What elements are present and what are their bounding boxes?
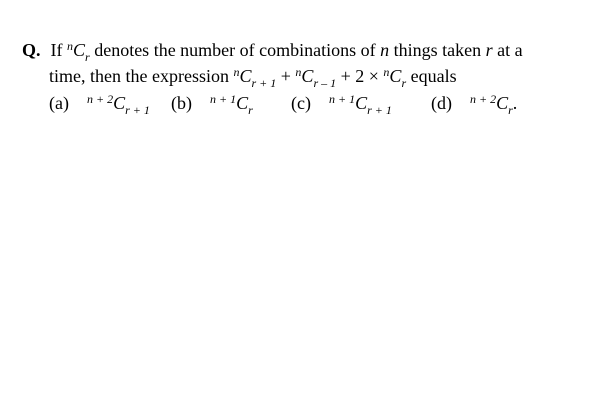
option-symbol: C (236, 93, 249, 113)
question-text-segment: time, then the expression (49, 66, 234, 86)
option-label: (d) (431, 93, 452, 113)
option-superscript: n + 1 (328, 92, 356, 106)
question-line-1 (22, 37, 582, 63)
question-text-segment: If (50, 40, 68, 60)
term-2-superscript: n (295, 65, 302, 79)
term-3-superscript: n (383, 65, 390, 79)
answer-options (49, 90, 517, 116)
question-line-2 (22, 63, 582, 89)
variable-r: r (485, 40, 493, 60)
option-b[interactable] (171, 90, 291, 116)
question-text-segment: denotes the number of combinations of (89, 40, 381, 60)
option-subscript: r + 1 (125, 103, 150, 117)
term-1-subscript: r + 1 (251, 76, 277, 90)
term-2-subscript: r – 1 (313, 76, 337, 90)
question-text-segment: equals (406, 66, 457, 86)
option-suffix: . (512, 93, 518, 113)
variable-n: n (380, 40, 390, 60)
question-text-segment: at a (492, 40, 523, 60)
question-label: Q. (22, 40, 41, 60)
question-block (22, 37, 582, 89)
option-label: (b) (171, 93, 192, 113)
option-symbol: C (113, 93, 126, 113)
term-1-symbol: C (239, 66, 252, 86)
option-symbol: C (496, 93, 509, 113)
term-1-superscript: n (233, 65, 240, 79)
option-subscript: r (248, 103, 253, 117)
question-text-segment: things taken (389, 40, 486, 60)
option-label: (c) (291, 93, 311, 113)
option-subscript: r (508, 103, 513, 117)
term-2-symbol: C (301, 66, 314, 86)
plus-operator: + (276, 66, 296, 86)
option-symbol: C (355, 93, 368, 113)
term-3-symbol: C (389, 66, 402, 86)
plus-times-operator: + 2 × (336, 66, 384, 86)
option-superscript: n + 1 (210, 92, 237, 106)
superscript-n: n (67, 39, 74, 53)
option-superscript: n + 2 (470, 92, 497, 106)
option-c[interactable] (291, 90, 431, 116)
combination-symbol: C (73, 40, 86, 60)
option-subscript: r + 1 (367, 103, 392, 117)
option-label: (a) (49, 93, 69, 113)
option-d[interactable] (431, 90, 517, 116)
subscript-r: r (85, 50, 90, 64)
term-3-subscript: r (401, 76, 407, 90)
option-superscript: n + 2 (86, 92, 114, 106)
option-a[interactable] (49, 90, 171, 116)
